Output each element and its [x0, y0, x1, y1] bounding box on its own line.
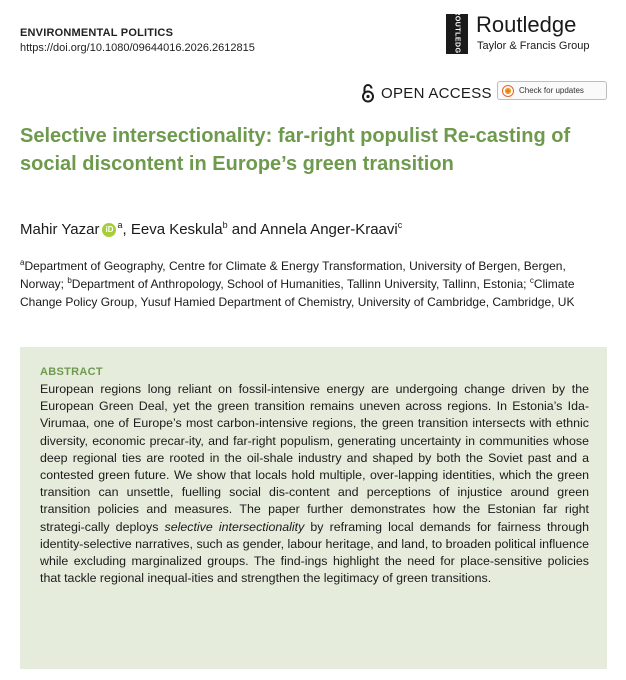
open-access-label: OPEN ACCESS — [381, 84, 492, 102]
check-for-updates-button[interactable] — [497, 81, 607, 100]
author-name[interactable]: Eeva Keskula — [130, 221, 223, 238]
author-affiliation-marker: b — [222, 220, 228, 230]
abstract-text-part: by reframing local demands for fairness through identity-selective narratives, such as gender, labour heritage, and land, to broaden political influence while excluding marginalized groups. The find-ings highlight the need for place-sensitive policies that tackle regional inequal-ities and strengthen the legitimacy of green transitions. — [40, 519, 589, 586]
orcid-icon[interactable]: iD — [102, 223, 116, 237]
publisher-stamp-text: ROUTLEDGE — [453, 9, 461, 59]
affiliation-marker: c — [529, 276, 534, 285]
doi-link[interactable]: https://doi.org/10.1080/09644016.2026.2612815 — [20, 42, 255, 54]
author-name[interactable]: Mahir Yazar — [20, 221, 100, 238]
publisher-logo[interactable] — [446, 9, 616, 59]
affiliation-text: Department of Anthropology, School of Humanities, Tallinn University, Tallinn, Estonia; — [71, 277, 530, 291]
article-title: Selective intersectionality: far-right populist Re-casting of social discontent in Europe’s green transition — [20, 125, 571, 175]
publisher-subtitle: Taylor & Francis Group — [477, 40, 590, 52]
author-affiliation-marker: c — [397, 220, 403, 230]
journal-name: ENVIRONMENTAL POLITICS — [20, 27, 174, 39]
affiliation-marker: b — [67, 276, 72, 285]
affiliations — [20, 257, 600, 311]
publisher-name: Routledge — [476, 12, 577, 37]
abstract-text-part: European regions long reliant on fossil-intensive energy are undergoing change driven by the European Green Deal, yet the green transition remains uneven across regions. In Estonia’s Ida-Virumaa, one of Europe’s most carbon-intensive regions, the green transition intersects with ethnic diversity, economic precar-ity, and far-right populism, generating uncertainty in communities whose deep regional ties are rooted in the oil-shale industry and shaped by both the Soviet past and a contested green future. We show that locals hold multiple, over-lapping identities, which the green transition can unsettle, fuelling social dis-content and perceptions of injustice around green transition policies and measures. The paper further demonstrates how the Estonian far right strategi-cally deploys — [40, 382, 589, 534]
affiliation-marker: a — [20, 258, 25, 267]
abstract-emphasis: selective intersectionality — [164, 519, 305, 534]
affiliation-text: Climate Change Policy Group, Yusuf Hamied Department of Chemistry, University of Cambridge, Cambridge, UK — [20, 277, 575, 309]
affiliation-text: Department of Geography, Centre for Climate & Energy Transformation, University of Bergen, Bergen, Norway; — [20, 259, 566, 291]
author-list — [20, 220, 402, 240]
author-conjunction: and — [227, 221, 261, 238]
abstract-section — [20, 347, 607, 669]
routledge-stamp-icon — [446, 9, 468, 59]
open-access-badge — [361, 83, 492, 103]
open-lock-icon — [361, 83, 375, 103]
check-for-updates-label: Check for updates — [519, 86, 584, 95]
check-updates-icon — [502, 85, 514, 97]
author-name[interactable]: Annela Anger-Kraavi — [260, 221, 398, 238]
journal-header — [20, 26, 255, 56]
author-affiliation-marker: a — [117, 220, 123, 230]
abstract-heading: ABSTRACT — [40, 366, 103, 378]
author-separator: , — [122, 221, 131, 238]
abstract-text — [40, 381, 589, 587]
